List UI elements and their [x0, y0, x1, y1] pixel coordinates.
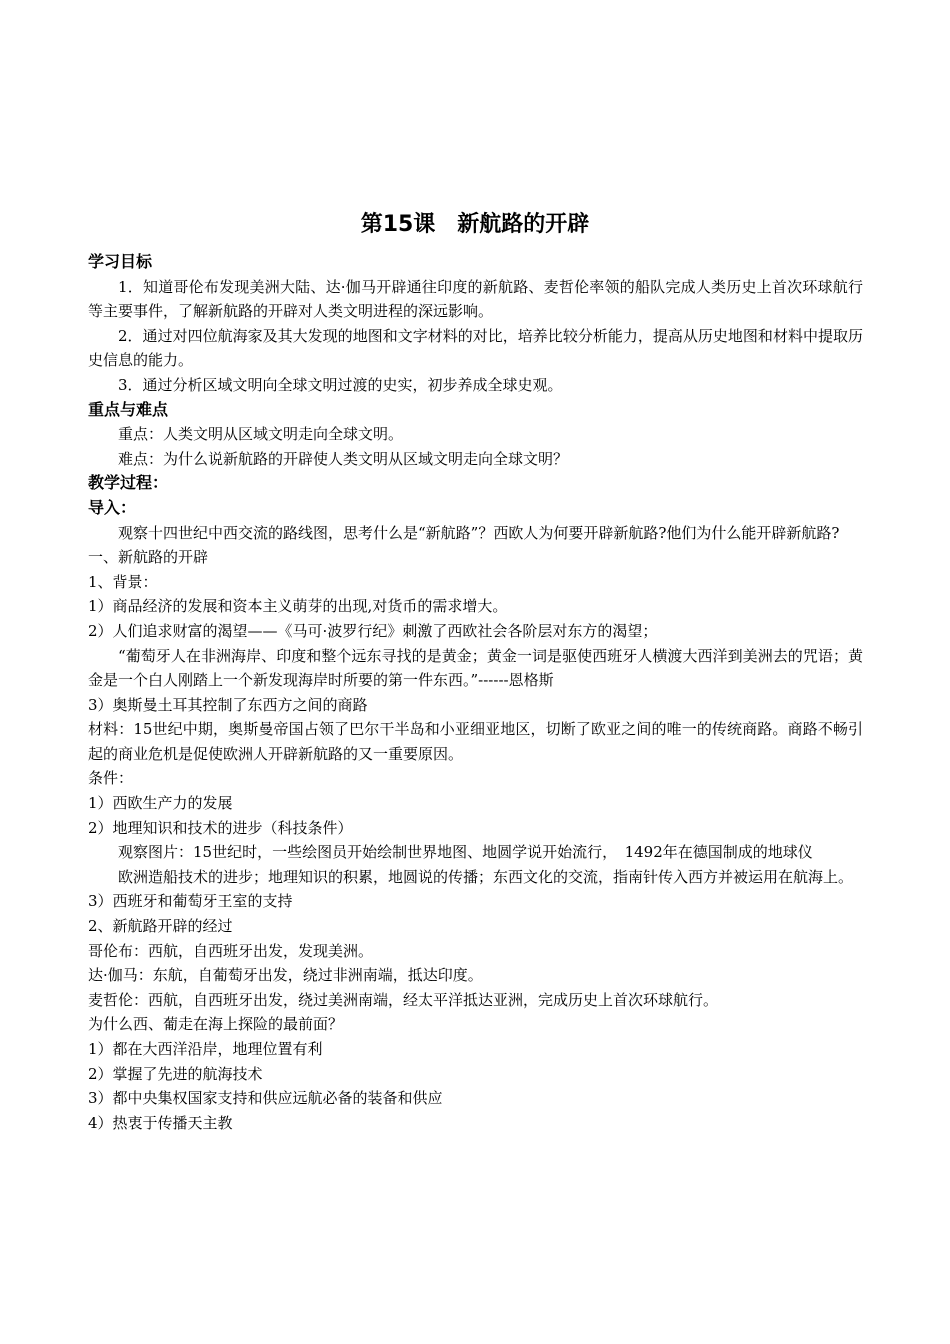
section-heading: 教学过程：	[88, 473, 169, 493]
paragraph: 3）奥斯曼土耳其控制了东西方之间的商路	[88, 695, 368, 714]
paragraph: 一、新航路的开辟	[88, 548, 209, 567]
paragraph: 难点：为什么说新航路的开辟使人类文明从区域文明走向全球文明？	[118, 449, 569, 468]
paragraph: 1．知道哥伦布发现美洲大陆、达·伽马开辟通往印度的新航路、麦哲伦率领的船队完成人类历史上首次环球航行等主要事件，了解新航路的开辟对人类文明进程的深远影响。	[88, 277, 863, 321]
paragraph: 材料：15世纪中期，奥斯曼帝国占领了巴尔干半岛和小亚细亚地区，切断了欧亚之间的唯一的传统商路。商路不畅引起的商业危机是促使欧洲人开辟新航路的又一重要原因。	[88, 720, 863, 763]
paragraph: 1）西欧生产力的发展	[88, 794, 233, 813]
paragraph: 麦哲伦：西航，自西班牙出发，绕过美洲南端，经太平洋抵达亚洲，完成历史上首次环球航行。	[88, 990, 719, 1009]
document-body	[88, 250, 863, 1135]
section-heading: 学习目标	[88, 252, 153, 271]
section-heading: 导入：	[88, 497, 137, 517]
paragraph: 1）都在大西洋沿岸，地理位置有利	[88, 1040, 323, 1058]
paragraph: 2）地理知识和技术的进步（科技条件）	[88, 818, 353, 837]
paragraph: 为什么西、葡走在海上探险的最前面？	[88, 1015, 344, 1034]
paragraph: 观察图片：15世纪时，一些绘图员开始绘制世界地图、地圆学说开始流行， 1492年在德国制成的地球仪	[118, 843, 813, 862]
paragraph: 达·伽马：东航，自葡萄牙出发，绕过非洲南端，抵达印度。	[88, 966, 483, 985]
paragraph: 4）热衷于传播天主教	[88, 1113, 233, 1132]
paragraph: 重点：人类文明从区域文明走向全球文明。	[118, 425, 404, 444]
paragraph: 观察十四世纪中西交流的路线图，思考什么是“新航路”？西欧人为何要开辟新航路?他们为什么能开辟新航路?	[118, 523, 840, 542]
paragraph: 条件：	[88, 769, 134, 788]
paragraph: 2）人们追求财富的渴望——《马可·波罗行纪》刺激了西欧社会各阶层对东方的渴望；	[88, 621, 658, 640]
paragraph: 2）掌握了先进的航海技术	[88, 1064, 263, 1083]
paragraph: 3．通过分析区域文明向全球文明过渡的史实，初步养成全球史观。	[118, 375, 563, 394]
paragraph: 3）西班牙和葡萄牙王室的支持	[88, 892, 293, 911]
paragraph: 1、背景：	[88, 572, 158, 591]
paragraph: 2．通过对四位航海家及其大发现的地图和文字材料的对比，培养比较分析能力，提高从历史地图和材料中提取历史信息的能力。	[88, 326, 863, 370]
paragraph: “葡萄牙人在非洲海岸、印度和整个远东寻找的是黄金；黄金一词是驱使西班牙人横渡大西洋到美洲去的咒语；黄金是一个白人刚踏上一个新发现海岸时所要的第一件东西。”------恩格斯	[88, 646, 863, 690]
paragraph: 3）都中央集权国家支持和供应远航必备的装备和供应	[88, 1089, 443, 1108]
paragraph: 欧洲造船技术的进步；地理知识的积累，地圆说的传播；东西文化的交流，指南针传入西方并被运用在航海上。	[118, 867, 854, 886]
paragraph: 2、新航路开辟的经过	[88, 917, 233, 936]
paragraph: 哥伦布：西航，自西班牙出发，发现美洲。	[88, 941, 374, 960]
paragraph: 1）商品经济的发展和资本主义萌芽的出现,对货币的需求增大。	[88, 597, 508, 616]
section-heading: 重点与难点	[88, 399, 169, 419]
page-title: 第15课 新航路的开辟	[360, 212, 590, 237]
